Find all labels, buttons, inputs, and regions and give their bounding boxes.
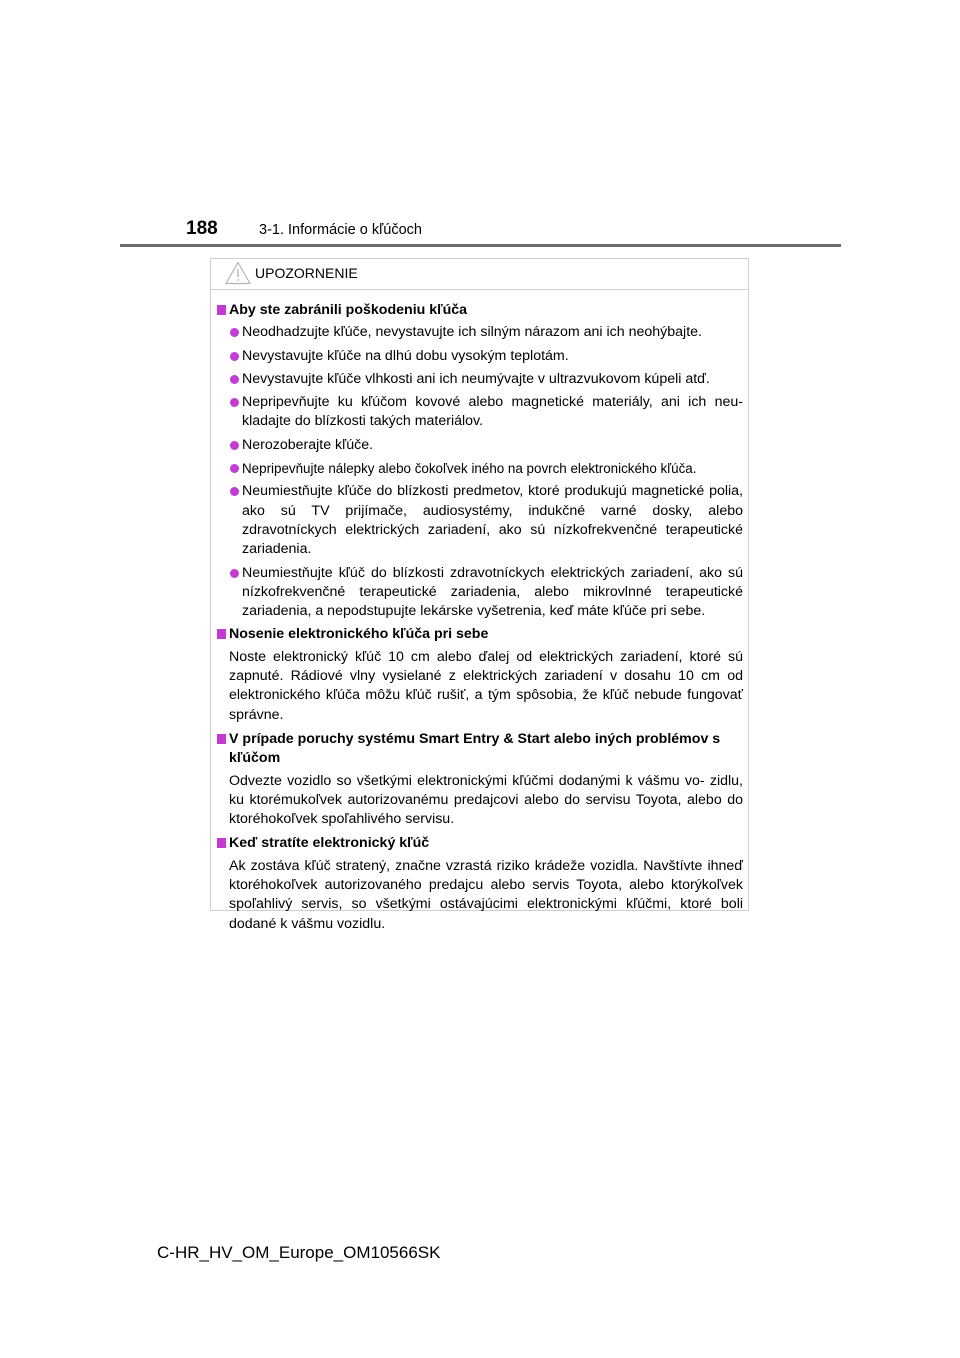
round-bullet-icon: [230, 352, 239, 361]
list-item: Neumiestňujte kľúče do blízkosti predmetov, ktoré produkujú magnetické polia, ako sú TV prijímače, audiosystémy, indukčné varné dosky, alebo zdravotníckych elektrických zariadení, ako sú nízkofrekvenčné terapeutické zariadenia.: [216, 482, 743, 559]
section-heading: V prípade poruchy systému Smart Entry & Start alebo iných problémov s kľúčom: [216, 730, 743, 769]
warning-body: [211, 290, 748, 934]
header-divider: [120, 244, 841, 247]
round-bullet-icon: [230, 328, 239, 337]
round-bullet-icon: [230, 464, 239, 473]
section-heading: Keď stratíte elektronický kľúč: [216, 834, 743, 853]
section-heading: Nosenie elektronického kľúča pri sebe: [216, 625, 743, 644]
list-item: Nevystavujte kľúče na dlhú dobu vysokým teplotám.: [216, 347, 743, 366]
round-bullet-icon: [230, 569, 239, 578]
warning-triangle-icon: [225, 261, 251, 285]
square-bullet-icon: [217, 629, 226, 639]
square-bullet-icon: [217, 305, 226, 315]
round-bullet-icon: [230, 375, 239, 384]
round-bullet-icon: [230, 398, 239, 407]
list-item: Nepripevňujte ku kľúčom kovové alebo magnetické materiály, ani ich neu- kladajte do blízkosti takých materiálov.: [216, 393, 743, 432]
warning-box: [210, 258, 749, 932]
document-code: C-HR_HV_OM_Europe_OM10566SK: [157, 1243, 441, 1262]
list-item: Nepripevňujte nálepky alebo čokoľvek iného na povrch elektronického kľúča.: [216, 459, 743, 478]
warning-header: [211, 259, 748, 290]
section-text: Ak zostáva kľúč stratený, značne vzrastá riziko krádeže vozidla. Navštívte ihneď ktoréhokoľvek autorizovaného predajcu alebo servis Toyota, alebo ktorýkoľvek spoľahlivý servis, so všetkými ostávajúcimi elektronickými kľúčmi, ktoré boli dodané k vášmu vozidlu.: [229, 857, 743, 932]
list-item: Nerozoberajte kľúče.: [216, 436, 743, 455]
list-item: Nevystavujte kľúče vlhkosti ani ich neumývajte v ultrazvukovom kúpeli atď.: [216, 370, 743, 389]
warning-label: UPOZORNENIE: [255, 265, 358, 281]
list-item: Neodhadzujte kľúče, nevystavujte ich silným nárazom ani ich neohýbajte.: [216, 323, 743, 342]
section-heading: Aby ste zabránili poškodeniu kľúča: [216, 301, 743, 320]
section-title: 3-1. Informácie o kľúčoch: [259, 222, 422, 238]
square-bullet-icon: [217, 734, 226, 744]
round-bullet-icon: [230, 441, 239, 450]
section-text: Odvezte vozidlo so všetkými elektronickými kľúčmi dodanými k vášmu vo- zidlu, ku ktorémukoľvek autorizovanému predajcovi alebo do servisu Toyota, alebo do ktoréhokoľvek spoľahlivého servisu.: [229, 772, 743, 828]
page-number: 188: [186, 218, 218, 239]
list-item: Neumiestňujte kľúč do blízkosti zdravotníckych elektrických zariadení, ako sú nízkofrekvenčné terapeutické zariadenia, alebo mikrovlnné terapeutické zariadenia, a nepodstupujte lekárske vyšetrenia, keď máte kľúče pri sebe.: [216, 564, 743, 622]
section-text: Noste elektronický kľúč 10 cm alebo ďalej od elektrických zariadení, ktoré sú zapnuté. Rádiové vlny vysielané z elektrických zariadení v dosahu 10 cm od elektronického kľúča môžu kľúč rušiť, a tým spôsobia, že kľúč nebude fungovať správne.: [229, 648, 743, 723]
round-bullet-icon: [230, 487, 239, 496]
square-bullet-icon: [217, 838, 226, 848]
